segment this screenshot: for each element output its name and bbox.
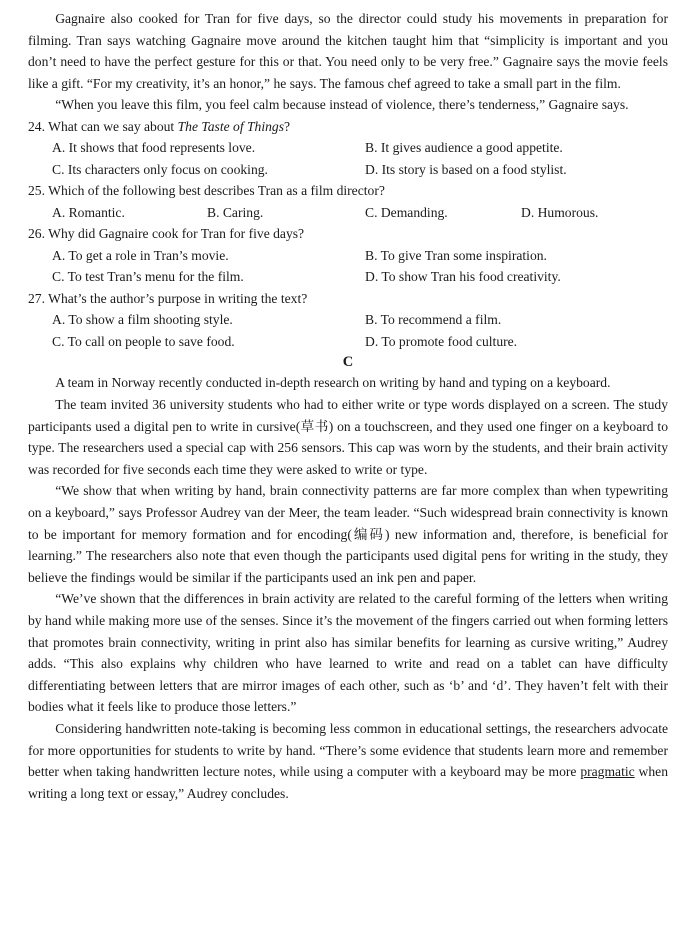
section-c-paragraph-1: A team in Norway recently conducted in-depth research on writing by hand and typing on a keyboard. <box>55 375 611 391</box>
option-26-b[interactable]: B. To give Tran some inspiration. <box>365 247 547 263</box>
question-24-prefix: 24. What can we say about <box>28 118 178 134</box>
option-27-c[interactable]: C. To call on people to save food. <box>52 333 235 349</box>
option-27-a[interactable]: A. To show a film shooting style. <box>52 312 233 328</box>
section-c-paragraph-2: The team invited 36 university students who had to either write or type words displayed on a screen. The study participants used a digital pen to write in cursive(草书) on a touchscreen, and they used one finger on a keyboard to type. The researchers used a special cap with 256 sensors. This cap was worn by the students, and their brain activity was recorded for five seconds each time they were asked to write or type. <box>28 397 668 477</box>
question-24-suffix: ? <box>284 118 291 134</box>
option-26-c[interactable]: C. To test Tran’s menu for the film. <box>52 269 244 285</box>
passage-b-paragraph-2: “When you leave this film, you feel calm because instead of violence, there’s tenderness,” Gagnaire says. <box>55 97 629 113</box>
question-24-film-title: The Taste of Things <box>177 118 285 134</box>
option-24-d[interactable]: D. Its story is based on a food stylist. <box>365 161 567 177</box>
question-24-options <box>28 137 668 180</box>
section-c-paragraph-3: “We show that when writing by hand, brain connectivity patterns are far more complex than when typewriting on a keyboard,” says Professor Audrey van der Meer, the team leader. “Such widespread brain connectivity is known to be important for memory formation and for encoding(编码) new information and, therefore, is beneficial for learning.” The researchers also note that even though the participants used digital pens for writing in the study, they believe the findings would be similar if the participants used an ink pen and paper. <box>28 483 668 585</box>
option-25-d[interactable]: D. Humorous. <box>521 204 599 220</box>
question-25-stem: 25. Which of the following best describes Tran as a film director? <box>28 183 385 199</box>
option-26-d[interactable]: D. To show Tran his food creativity. <box>365 269 561 285</box>
passage-b-paragraph-1: Gagnaire also cooked for Tran for five days, so the director could study his movements in preparation for filming. Tran says watching Gagnaire move around the kitchen taught him that “simplicity is important and you don’t need to have the perfect gesture for this or that. You need only to be very free.” Gagnaire says the movie feels like a gift. “For my creativity, it’s an honor,” he says. The famous chef agreed to take a small part in the film. <box>28 11 668 91</box>
option-25-c[interactable]: C. Demanding. <box>365 204 448 220</box>
option-25-b[interactable]: B. Caring. <box>207 204 264 220</box>
section-c-title: C <box>342 354 354 371</box>
question-24-stem <box>28 116 668 138</box>
option-27-d[interactable]: D. To promote food culture. <box>365 333 518 349</box>
option-24-b[interactable]: B. It gives audience a good appetite. <box>365 140 563 156</box>
section-c-paragraph-4: “We’ve shown that the differences in brain activity are related to the careful forming of the letters when writing by hand while making more use of the senses. Since it’s the movement of the fingers carried out when forming letters that promotes brain connectivity, writing in print also has similar benefits for learning as cursive writing,” Audrey adds. “This also explains why children who have learned to write and read on a tablet can have difficulty differentiating between letters that are mirror images of each other, such as ‘b’ and ‘d’. They haven’t felt with their bodies what it feels like to produce those letters.” <box>28 591 668 715</box>
paragraph-5-text-start: Considering handwritten note-taking is becoming less common in educational settings, the researchers advocate for more opportunities for students to write by hand. “There’s some evidence that students learn more and remember better when taking handwritten lecture notes, while using a computer with a keyboard may be more <box>28 720 668 780</box>
question-26-options <box>28 245 668 288</box>
section-c-paragraph-5 <box>28 718 668 804</box>
question-25-options <box>28 202 668 224</box>
option-27-b[interactable]: B. To recommend a film. <box>365 312 502 328</box>
question-27-options <box>28 309 668 352</box>
question-26-stem: 26. Why did Gagnaire cook for Tran for five days? <box>28 226 305 242</box>
option-24-a[interactable]: A. It shows that food represents love. <box>52 140 256 156</box>
option-24-c[interactable]: C. Its characters only focus on cooking. <box>52 161 268 177</box>
option-26-a[interactable]: A. To get a role in Tran’s movie. <box>52 247 229 263</box>
paragraph-5-text-end: when writing a long text or essay,” Audrey concludes. <box>28 764 669 801</box>
question-27-stem: 27. What’s the author’s purpose in writing the text? <box>28 290 308 306</box>
underlined-word-pragmatic: pragmatic <box>580 764 635 780</box>
option-25-a[interactable]: A. Romantic. <box>52 204 125 220</box>
